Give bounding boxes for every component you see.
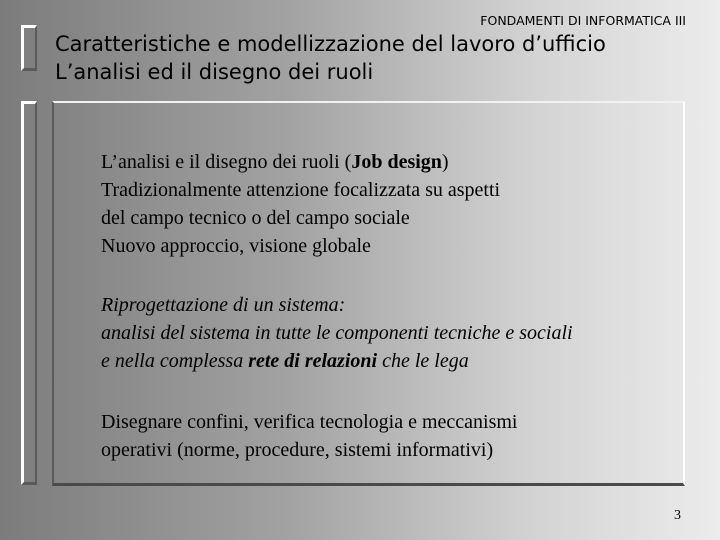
page-number: 3 bbox=[674, 508, 681, 523]
title-line-1: Caratteristiche e modellizzazione del lavoro d’ufficio bbox=[55, 32, 606, 56]
job-design-term: Job design bbox=[351, 151, 442, 173]
paragraph-job-design bbox=[101, 148, 500, 260]
content-bracket bbox=[21, 101, 37, 485]
slide-title bbox=[55, 30, 606, 86]
p2-line-3: e nella complessa rete di relazioni che le lega bbox=[101, 350, 469, 372]
p1-line-2: Tradizionalmente attenzione focalizzata su aspetti bbox=[101, 179, 501, 201]
title-line-2: L’analisi ed il disegno dei ruoli bbox=[55, 60, 374, 84]
p2-line-1: Riprogettazione di un sistema: bbox=[101, 294, 346, 316]
rete-di-relazioni-term: rete di relazioni bbox=[248, 350, 378, 372]
title-bracket bbox=[21, 25, 37, 71]
paragraph-redesign bbox=[101, 291, 573, 375]
p3-line-1: Disegnare confini, verifica tecnologia e meccanismi bbox=[101, 411, 518, 433]
p2-line-2: analisi del sistema in tutte le componenti tecniche e sociali bbox=[101, 322, 573, 344]
paragraph-boundaries bbox=[101, 408, 517, 464]
course-label: FONDAMENTI DI INFORMATICA III bbox=[480, 13, 686, 28]
p1-line-1: L’analisi e il disegno dei ruoli (Job design) bbox=[101, 151, 449, 173]
p1-line-3: del campo tecnico o del campo sociale bbox=[101, 207, 410, 229]
p1-line-4: Nuovo approccio, visione globale bbox=[101, 235, 371, 257]
p3-line-2: operativi (norme, procedure, sistemi informativi) bbox=[101, 439, 494, 461]
